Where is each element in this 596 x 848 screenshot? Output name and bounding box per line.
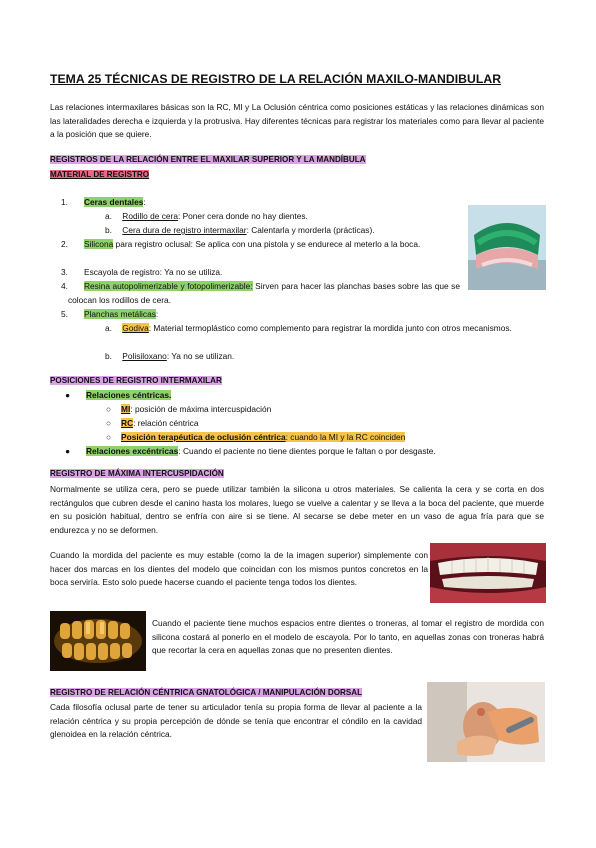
paragraph-max-3: Cuando el paciente tiene muchos espacios entre dientes o troneras, al tomar el registro de mordida con silicona costará al ponerlo en el modelo de escayola. Por lo tanto, en aquellas zonas con troneras habrá que recortar la cera en aquellas zonas que no presenten dientes.: [152, 618, 544, 656]
list-item: 5. Planchas metálicas:: [61, 309, 159, 319]
list-item: ○ RC: relación céntrica: [106, 418, 199, 428]
section-heading-maxima: REGISTRO DE MÁXIMA INTERCUSPIDACIÓN: [50, 469, 224, 478]
teeth-gold-photo: [50, 611, 146, 671]
manipulation-photo: [427, 682, 545, 762]
list-item: a. Rodillo de cera: Poner cera donde no hay dientes.: [105, 211, 308, 221]
list-item: ● Relaciones céntricas.: [65, 390, 172, 400]
wax-rim-photo: [468, 205, 546, 290]
list-item: 4. Resina autopolimerizable y fotopolimerizable: Sirven para hacer las planchas bases sobre las que se colocan los rodillos de cera.: [61, 281, 460, 305]
paragraph-max-2: Cuando la mordida del paciente es muy estable (como la de la imagen superior) simplemente con hacer dos marcas en los dientes del modelo que coincidan con los mismos puntos concretos en la boca serviría. Esto solo puede hacerse cuando el paciente tenga todos los dientes.: [50, 550, 428, 588]
list-item: 2. Silicona para registro oclusal: Se aplica con una pistola y se endurece al meterlo a la boca.: [61, 239, 421, 249]
intro-paragraph: Las relaciones intermaxilares básicas son la RC, MI y La Oclusión céntrica como posiciones estáticas y las relaciones dinámicas son las lateralidades derecha e izquierda y la protrusiva. Hay diferentes técnicas para registrar los materiales como para llevar al paciente a la posición que se quiere.: [50, 102, 544, 140]
section-heading-gnatologica: REGISTRO DE RELACIÓN CÉNTRICA GNATOLÓGICA / MANIPULACIÓN DORSAL: [50, 688, 363, 697]
section-heading-posiciones: POSICIONES DE REGISTRO INTERMAXILAR: [50, 376, 222, 385]
list-item: 3. Escayola de registro: Ya no se utiliza.: [61, 267, 223, 277]
page-title: TEMA 25 TÉCNICAS DE REGISTRO DE LA RELACIÓN MAXILO-MANDIBULAR: [50, 72, 502, 86]
list-item: b. Polisiloxano: Ya no se utilizan.: [105, 351, 235, 361]
list-item: 1. Ceras dentales:: [61, 197, 146, 207]
section-heading-registros: REGISTROS DE LA RELACIÓN ENTRE EL MAXILAR SUPERIOR Y LA MANDÍBULA: [50, 155, 366, 164]
list-item: a. Godiva: Material termoplástico como complemento para registrar la mordida junto con otros mecanismos.: [105, 323, 512, 333]
paragraph-max-1: Normalmente se utiliza cera, pero se puede utilizar también la silicona u otros materiales. Se calienta la cera y se corta en dos rectángulos que cubren desde el canino hasta los molares, luego se vuelve a calentar y se lleva a la boca del paciente, que muerde en su posición habitual, dentro se enfría con aire si se tiene. Al secarse se debe meter en un vaso de agua fría para que se endurezca y no se deformen.: [50, 484, 544, 535]
list-item: ○ MI: posición de máxima intercuspidación: [106, 404, 272, 414]
list-item: ○ Posición terapéutica de oclusión céntrica: cuando la MI y la RC coinciden: [106, 432, 406, 442]
smile-photo: [430, 543, 546, 603]
paragraph-gnato: Cada filosofía oclusal parte de tener su articulador tenía su propia forma de llevar al paciente a la relación céntrica y su propia percepción de dónde se tenía que encontrar el cóndilo en la cavidad glenoidea en la relación céntrica.: [50, 702, 422, 740]
subheading-material: MATERIAL DE REGISTRO: [50, 170, 150, 179]
list-item: ● Relaciones excéntricas: Cuando el paciente no tiene dientes porque le faltan o por desgaste.: [65, 446, 436, 456]
list-item: b. Cera dura de registro intermaxilar: Calentarla y morderla (prácticas).: [105, 225, 375, 235]
